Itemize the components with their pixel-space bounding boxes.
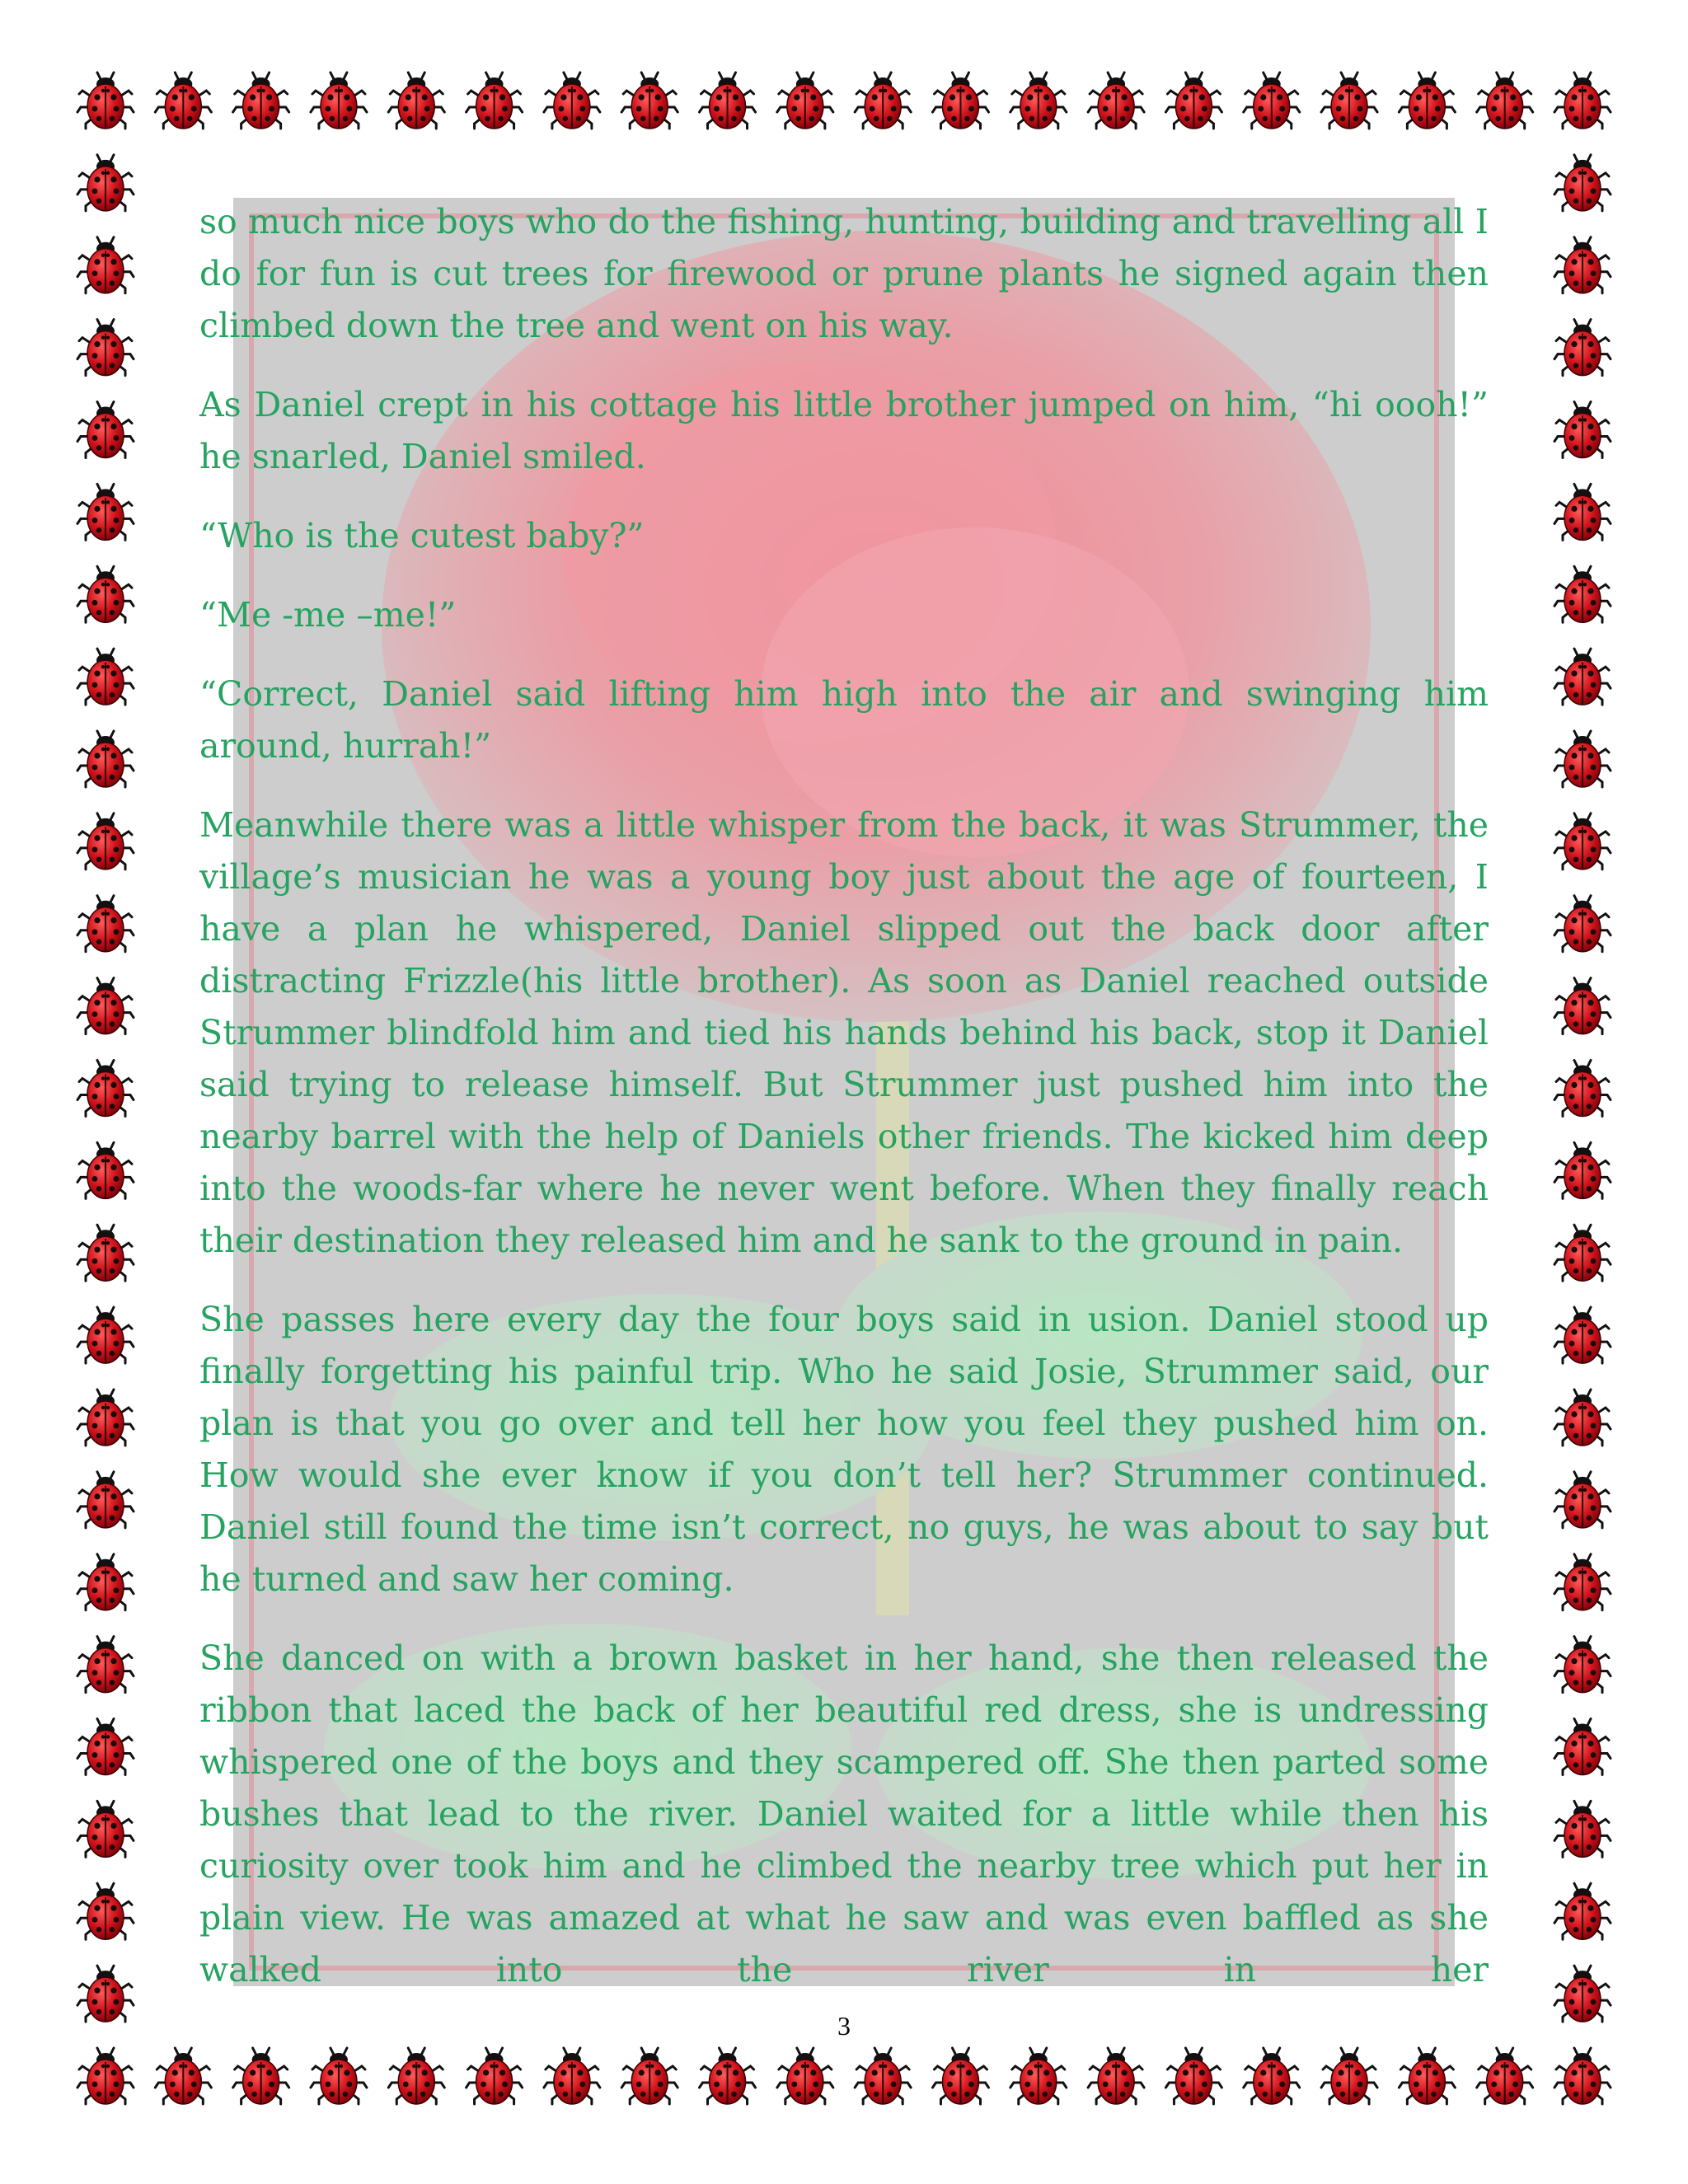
ladybug-icon: [1554, 731, 1611, 787]
ladybug-icon: [1554, 1307, 1611, 1363]
ladybug-icon: [77, 1061, 134, 1117]
ladybug-icon: [1321, 73, 1377, 129]
ladybug-icon: [1554, 1472, 1611, 1528]
story-paragraph: “Me -me –me!”: [199, 595, 457, 635]
ladybug-icon: [1088, 73, 1144, 129]
ladybug-icon: [77, 1307, 134, 1363]
ladybug-icon: [77, 1472, 134, 1528]
story-paragraph: She passes here every day the four boys said in usion. Daniel stood up finally forgetting his painful trip. Who he said Josie, Strummer said, our plan is that you go over and tell her how you feel they pushed him on. How would she ever know if you don’t tell her? Strummer continued. Daniel still found the time isn’t correct, no guys, he was about to say but he turned and saw her coming.: [199, 1300, 1489, 1599]
story-paragraph: “Correct, Daniel said lifting him high into the air and swinging him around, hurrah!”: [199, 674, 1489, 766]
ladybug-icon: [1554, 896, 1611, 952]
ladybug-icon: [77, 73, 134, 129]
ladybug-icon: [1554, 402, 1611, 458]
ladybug-icon: [1244, 2048, 1300, 2104]
ladybug-icon: [467, 2048, 523, 2104]
ladybug-icon: [77, 813, 134, 869]
ladybug-icon: [1554, 1719, 1611, 1775]
story-paragraph: As Daniel crept in his cottage his little brother jumped on him, “hi oooh!” he snarled, Daniel smiled.: [199, 385, 1489, 476]
ladybug-icon: [700, 73, 756, 129]
ladybug-icon: [1554, 1061, 1611, 1117]
ladybug-icon: [388, 2048, 444, 2104]
ladybug-icon: [1554, 1142, 1611, 1198]
ladybug-icon: [1010, 2048, 1067, 2104]
ladybug-icon: [1554, 1883, 1611, 1939]
ladybug-icon: [1554, 978, 1611, 1034]
story-paragraph: Meanwhile there was a little whisper from the back, it was Strummer, the village’s musician he was a young boy just about the age of fourteen, I have a plan he whispered, Daniel slipped out the back door after distracting Frizzle(his little brother). As soon as Daniel reached outside Strummer blindfold him and tied his hands behind his back, stop it Daniel said trying to release himself. But Strummer just pushed him into the nearby barrel with the help of Daniels other friends. The kicked him deep into the woods-far where he never went before. When they finally reach their destination they released him and he sank to the ground in pain.: [199, 805, 1489, 1260]
story-text: [199, 196, 1489, 2023]
ladybug-icon: [77, 155, 134, 211]
ladybug-icon: [1554, 1801, 1611, 1857]
ladybug-icon: [1554, 2048, 1611, 2104]
ladybug-icon: [1554, 649, 1611, 705]
ladybug-icon: [1554, 566, 1611, 622]
ladybug-icon: [1477, 2048, 1533, 2104]
ladybug-icon: [1554, 1554, 1611, 1610]
ladybug-icon: [1321, 2048, 1377, 2104]
ladybug-icon: [932, 2048, 988, 2104]
ladybug-icon: [700, 2048, 756, 2104]
ladybug-icon: [855, 2048, 911, 2104]
ladybug-icon: [77, 1390, 134, 1446]
ladybug-icon: [1554, 320, 1611, 376]
ladybug-icon: [155, 2048, 211, 2104]
ladybug-icon: [1554, 1225, 1611, 1281]
ladybug-icon: [1477, 73, 1533, 129]
ladybug-icon: [621, 2048, 678, 2104]
ladybug-icon: [77, 566, 134, 622]
ladybug-icon: [77, 1719, 134, 1775]
ladybug-icon: [1554, 1390, 1611, 1446]
ladybug-icon: [1010, 73, 1067, 129]
ladybug-icon: [77, 484, 134, 540]
page-number: 3: [837, 2011, 851, 2041]
ladybug-icon: [544, 2048, 600, 2104]
ladybug-icon: [1165, 2048, 1221, 2104]
ladybug-icon: [855, 73, 911, 129]
ladybug-icon: [77, 1225, 134, 1281]
ladybug-icon: [932, 73, 988, 129]
ladybug-icon: [77, 731, 134, 787]
ladybug-icon: [77, 896, 134, 952]
ladybug-icon: [77, 1801, 134, 1857]
ladybug-icon: [621, 73, 678, 129]
ladybug-icon: [77, 2048, 134, 2104]
ladybug-icon: [1554, 813, 1611, 869]
ladybug-icon: [77, 237, 134, 293]
ladybug-icon: [1244, 73, 1300, 129]
ladybug-icon: [388, 73, 444, 129]
story-paragraph: “Who is the cutest baby?”: [199, 516, 645, 555]
ladybug-icon: [1554, 1637, 1611, 1693]
ladybug-icon: [77, 1883, 134, 1939]
ladybug-icon: [1554, 237, 1611, 293]
ladybug-icon: [311, 73, 367, 129]
ladybug-icon: [77, 1637, 134, 1693]
ladybug-icon: [1399, 73, 1455, 129]
ladybug-icon: [467, 73, 523, 129]
ladybug-icon: [1088, 2048, 1144, 2104]
ladybug-icon: [77, 1142, 134, 1198]
story-paragraph: She danced on with a brown basket in her hand, she then released the ribbon that laced the back of her beautiful red dress, she is undressing whispered one of the boys and they scampered off. She then parted some bushes that lead to the river. Daniel waited for a little while then his curiosity over took him and he climbed the nearby tree which put her in plain view. He was amazed at what he saw and was even baffled as she walked into the river in her: [199, 1638, 1489, 1990]
ladybug-icon: [155, 73, 211, 129]
ladybug-icon: [1165, 73, 1221, 129]
ladybug-icon: [777, 2048, 833, 2104]
ladybug-icon: [77, 402, 134, 458]
ladybug-icon: [233, 73, 289, 129]
ladybug-icon: [77, 1554, 134, 1610]
ladybug-icon: [1554, 484, 1611, 540]
story-paragraph: so much nice boys who do the fishing, hunting, building and travelling all I do for fun is cut trees for firewood or prune plants he signed again then climbed down the tree and went on his way.: [199, 202, 1489, 345]
ladybug-icon: [1554, 155, 1611, 211]
ladybug-icon: [77, 649, 134, 705]
ladybug-icon: [1399, 2048, 1455, 2104]
ladybug-icon: [1554, 73, 1611, 129]
ladybug-icon: [233, 2048, 289, 2104]
ladybug-icon: [77, 978, 134, 1034]
ladybug-icon: [544, 73, 600, 129]
ladybug-icon: [311, 2048, 367, 2104]
ladybug-icon: [77, 320, 134, 376]
ladybug-icon: [777, 73, 833, 129]
